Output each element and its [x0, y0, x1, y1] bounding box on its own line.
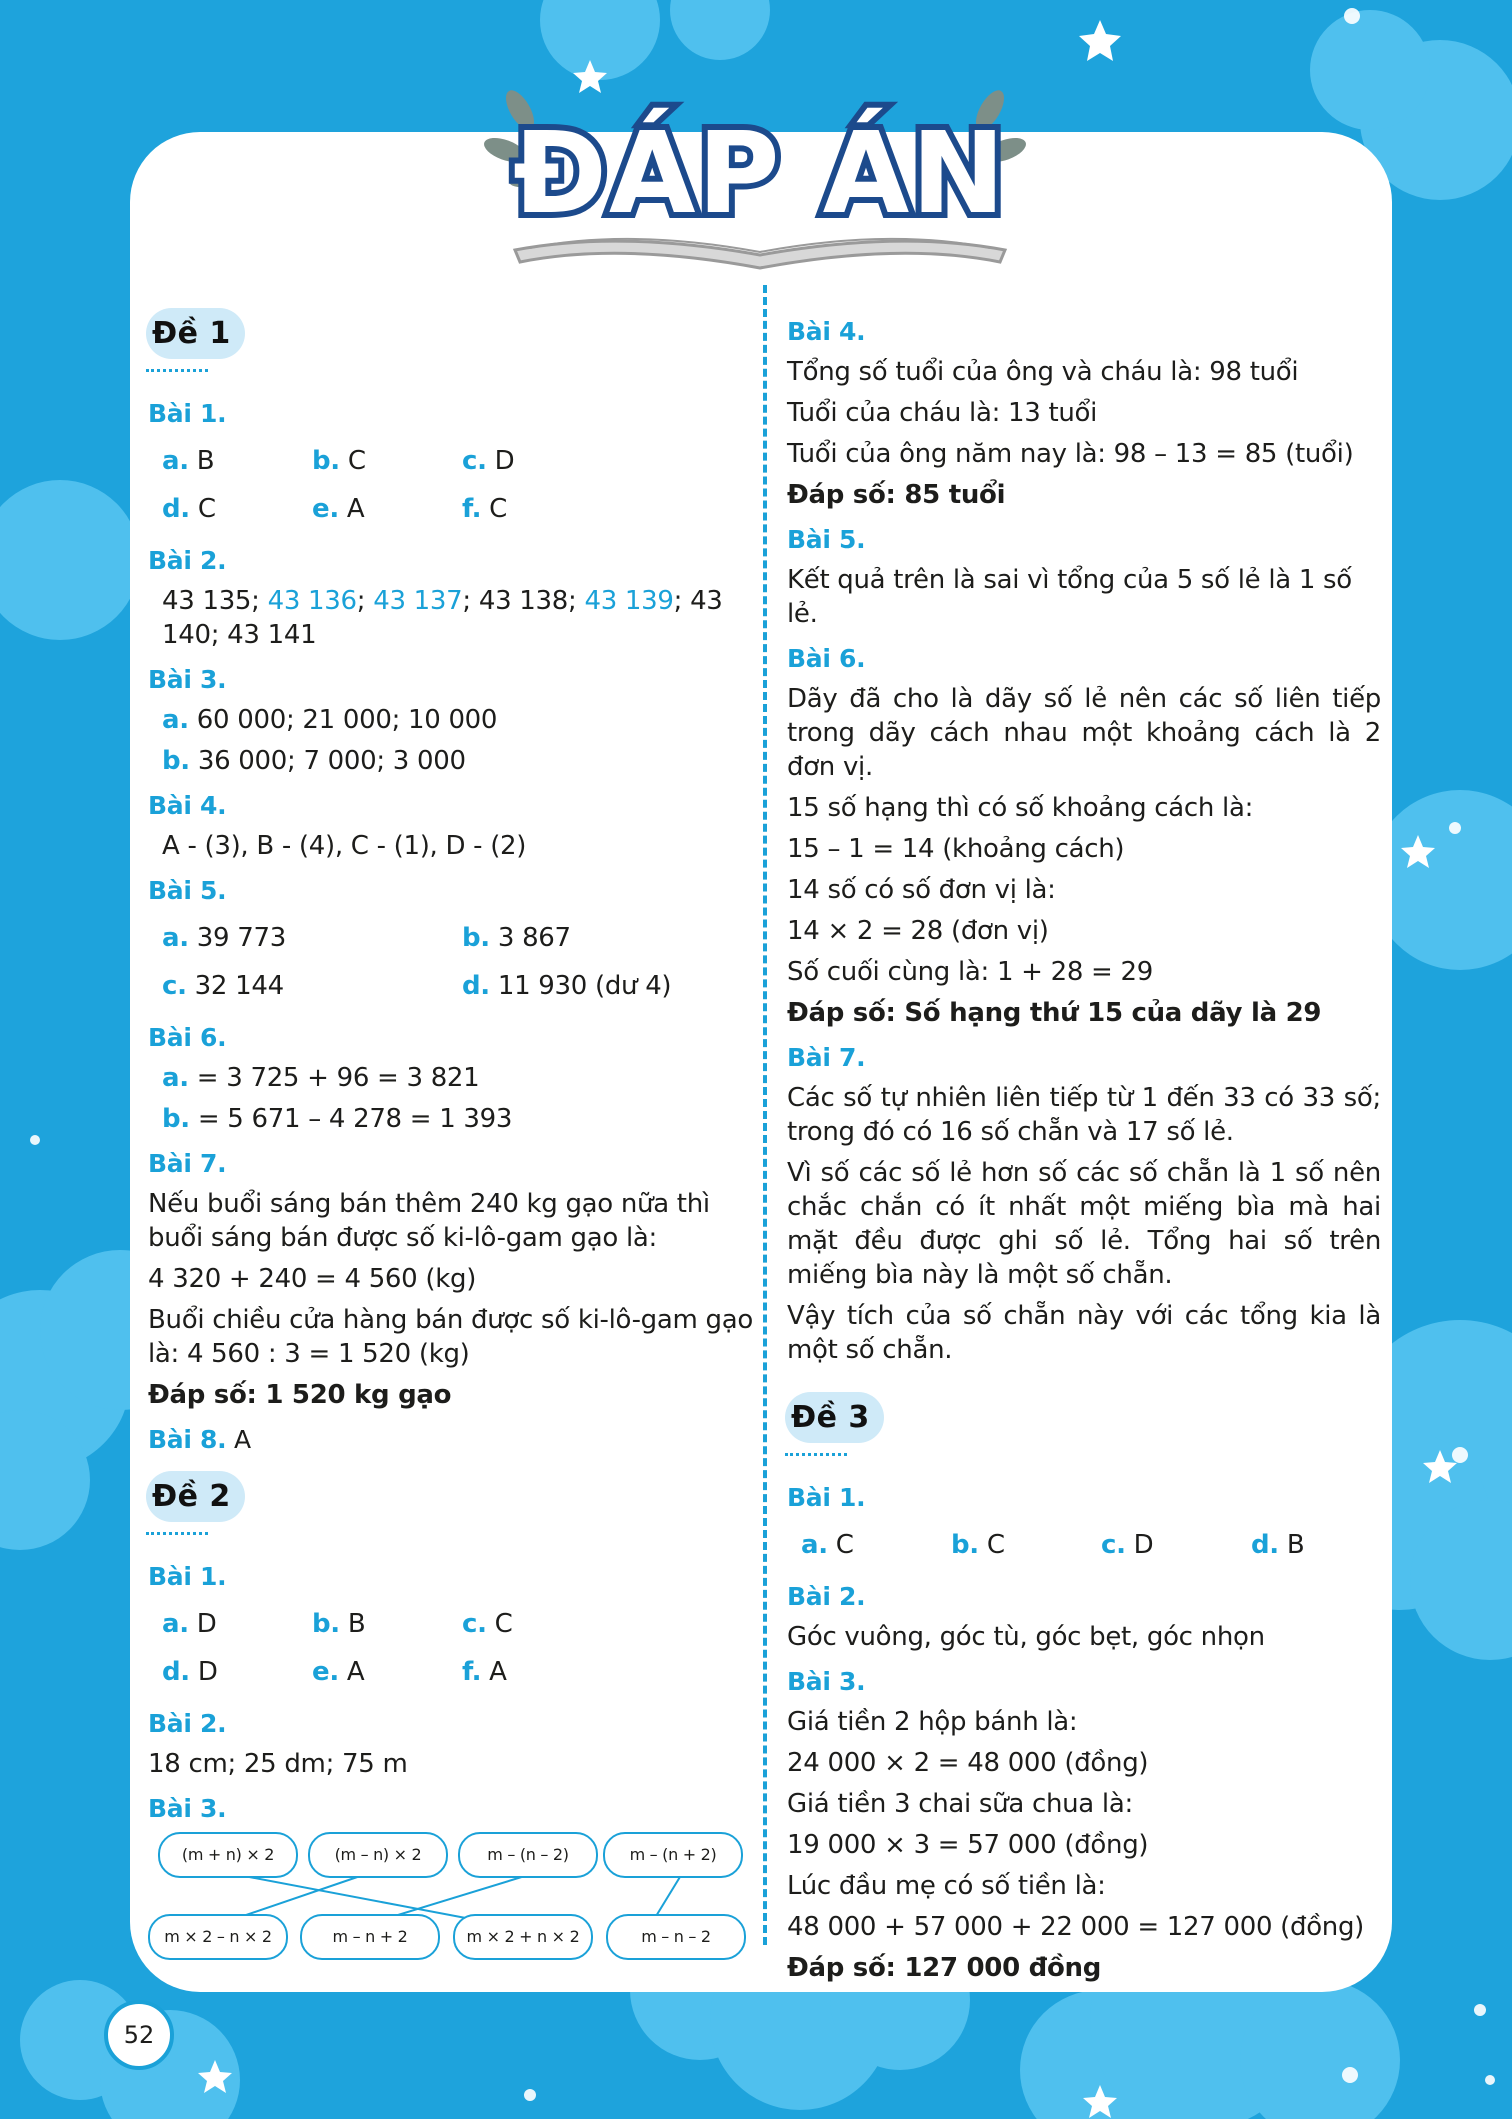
de-1-label: Đề 1 — [146, 308, 245, 359]
de1-bai8: Bài 8. A — [148, 1425, 251, 1454]
de3-bai3-line3: Giá tiền 3 chai sữa chua là: — [787, 1789, 1133, 1819]
de3-bai2-heading: Bài 2. — [787, 1582, 866, 1611]
de2-bai2-heading: Bài 2. — [148, 1709, 227, 1738]
expr-top-2: (m – n) × 2 — [308, 1832, 448, 1878]
de2-bai6-heading: Bài 6. — [787, 644, 866, 673]
expr-top-3: m – (n – 2) — [458, 1832, 598, 1878]
de2-bai1-heading: Bài 1. — [148, 1562, 227, 1591]
de2-bai3-heading: Bài 3. — [148, 1794, 227, 1823]
de-2-label: Đề 2 — [146, 1471, 245, 1522]
de1-bai2-answer: 43 135; 43 136; 43 137; 43 138; 43 139; 43 140; 43 141 — [162, 586, 723, 650]
de1-bai7-result: Đáp số: 1 520 kg gạo — [148, 1380, 452, 1410]
de2-bai7-line1: Các số tự nhiên liên tiếp từ 1 đến 33 có 33 số; trong đó có 16 số chẵn và 17 số lẻ. — [787, 1083, 1381, 1147]
matching-diagram — [148, 1832, 748, 1962]
de2-bai6-line1: Dãy đã cho là dãy số lẻ nên các số liên tiếp trong dãy cách nhau một khoảng cách là 2 đơn vị. — [787, 684, 1381, 782]
de2-bai6-result: Đáp số: Số hạng thứ 15 của dãy là 29 — [787, 998, 1322, 1028]
title-banner — [0, 0, 1512, 280]
de-3-badge — [785, 1392, 892, 1448]
de-1-badge — [146, 308, 253, 364]
de2-bai5-heading: Bài 5. — [787, 525, 866, 554]
de3-bai3-line1: Giá tiền 2 hộp bánh là: — [787, 1707, 1078, 1737]
de1-bai1-heading: Bài 1. — [148, 399, 227, 428]
expr-top-4: m – (n + 2) — [603, 1832, 743, 1878]
de2-bai6-line2: 15 số hạng thì có số khoảng cách là: — [787, 793, 1254, 823]
de3-bai3-line4: 19 000 × 3 = 57 000 (đồng) — [787, 1830, 1149, 1860]
de-2-badge — [146, 1471, 253, 1527]
de2-bai6-line3: 15 – 1 = 14 (khoảng cách) — [787, 834, 1125, 864]
de1-bai1-answers: a. B b. C c. D d. C e. A f. C — [162, 446, 515, 524]
de1-bai2-heading: Bài 2. — [148, 546, 227, 575]
de3-bai1-heading: Bài 1. — [787, 1483, 866, 1512]
de2-bai4-result: Đáp số: 85 tuổi — [787, 480, 1006, 510]
de1-bai6-b: b. = 5 671 – 4 278 = 1 393 — [162, 1104, 513, 1134]
de3-bai3-heading: Bài 3. — [787, 1667, 866, 1696]
expr-bottom-3: m × 2 + n × 2 — [453, 1914, 593, 1960]
page-number: 52 — [104, 2000, 174, 2070]
de2-bai1-answers: a. D b. B c. C d. D e. A f. A — [162, 1609, 513, 1687]
de1-bai7-line3: Buổi chiều cửa hàng bán được số ki-lô-gam gạo là: 4 560 : 3 = 1 520 (kg) — [148, 1305, 753, 1369]
de3-bai3-line6: 48 000 + 57 000 + 22 000 = 127 000 (đồng) — [787, 1912, 1365, 1942]
de2-bai7-line3: Vậy tích của số chẵn này với các tổng kia là một số chẵn. — [787, 1301, 1381, 1365]
de2-bai5-line1: Kết quả trên là sai vì tổng của 5 số lẻ là 1 số lẻ. — [787, 565, 1352, 629]
de1-bai3-a: a. 60 000; 21 000; 10 000 — [162, 705, 498, 735]
de1-bai7-line1: Nếu buổi sáng bán thêm 240 kg gạo nữa thì buổi sáng bán được số ki-lô-gam gạo là: — [148, 1189, 710, 1253]
de2-bai7-heading: Bài 7. — [787, 1043, 866, 1072]
de2-bai7-line2: Vì số các số lẻ hơn số các số chẵn là 1 số nên chắc chắn có ít nhất một miếng bìa mà hai mặt đều được ghi số lẻ. Tổng hai số trên miếng bìa này là một số chẵn. — [787, 1158, 1381, 1290]
de1-bai6-a: a. = 3 725 + 96 = 3 821 — [162, 1063, 480, 1093]
de1-bai3-b: b. 36 000; 7 000; 3 000 — [162, 746, 466, 776]
left-column — [148, 300, 753, 1962]
de2-bai4-heading: Bài 4. — [787, 317, 866, 346]
expr-top-1: (m + n) × 2 — [158, 1832, 298, 1878]
de3-bai3-result: Đáp số: 127 000 đồng — [787, 1953, 1102, 1983]
de3-bai3-line2: 24 000 × 2 = 48 000 (đồng) — [787, 1748, 1149, 1778]
expr-bottom-1: m × 2 – n × 2 — [148, 1914, 288, 1960]
de1-bai6-heading: Bài 6. — [148, 1023, 227, 1052]
de3-bai1-answers: a. C b. C c. D d. B — [801, 1530, 1305, 1560]
expr-bottom-4: m – n – 2 — [606, 1914, 746, 1960]
de1-bai7-heading: Bài 7. — [148, 1149, 227, 1178]
de3-bai3-line5: Lúc đầu mẹ có số tiền là: — [787, 1871, 1106, 1901]
de1-bai7-line2: 4 320 + 240 = 4 560 (kg) — [148, 1264, 477, 1294]
right-column — [787, 300, 1381, 1992]
de-3-label: Đề 3 — [785, 1392, 884, 1443]
de1-bai3-heading: Bài 3. — [148, 665, 227, 694]
de2-bai6-line5: 14 × 2 = 28 (đơn vị) — [787, 916, 1049, 946]
expr-bottom-2: m – n + 2 — [300, 1914, 440, 1960]
de1-bai5-heading: Bài 5. — [148, 876, 227, 905]
de2-bai2-answer: 18 cm; 25 dm; 75 m — [148, 1749, 408, 1779]
page-title: ĐÁP ÁN — [512, 109, 1008, 239]
de2-bai4-line1: Tổng số tuổi của ông và cháu là: 98 tuổi — [787, 357, 1299, 387]
de2-bai4-line3: Tuổi của ông năm nay là: 98 – 13 = 85 (tuổi) — [787, 439, 1354, 469]
de1-bai4-answer: A - (3), B - (4), C - (1), D - (2) — [162, 831, 527, 861]
de2-bai6-line6: Số cuối cùng là: 1 + 28 = 29 — [787, 957, 1153, 987]
de1-bai4-heading: Bài 4. — [148, 791, 227, 820]
open-book-icon — [515, 241, 1005, 268]
column-divider — [763, 285, 767, 1945]
de1-bai5-answers: a. 39 773 b. 3 867 c. 32 144 d. 11 930 (dư 4) — [162, 923, 672, 1001]
de2-bai4-line2: Tuổi của cháu là: 13 tuổi — [787, 398, 1098, 428]
de3-bai2-answer: Góc vuông, góc tù, góc bẹt, góc nhọn — [787, 1622, 1265, 1652]
de2-bai6-line4: 14 số có số đơn vị là: — [787, 875, 1056, 905]
